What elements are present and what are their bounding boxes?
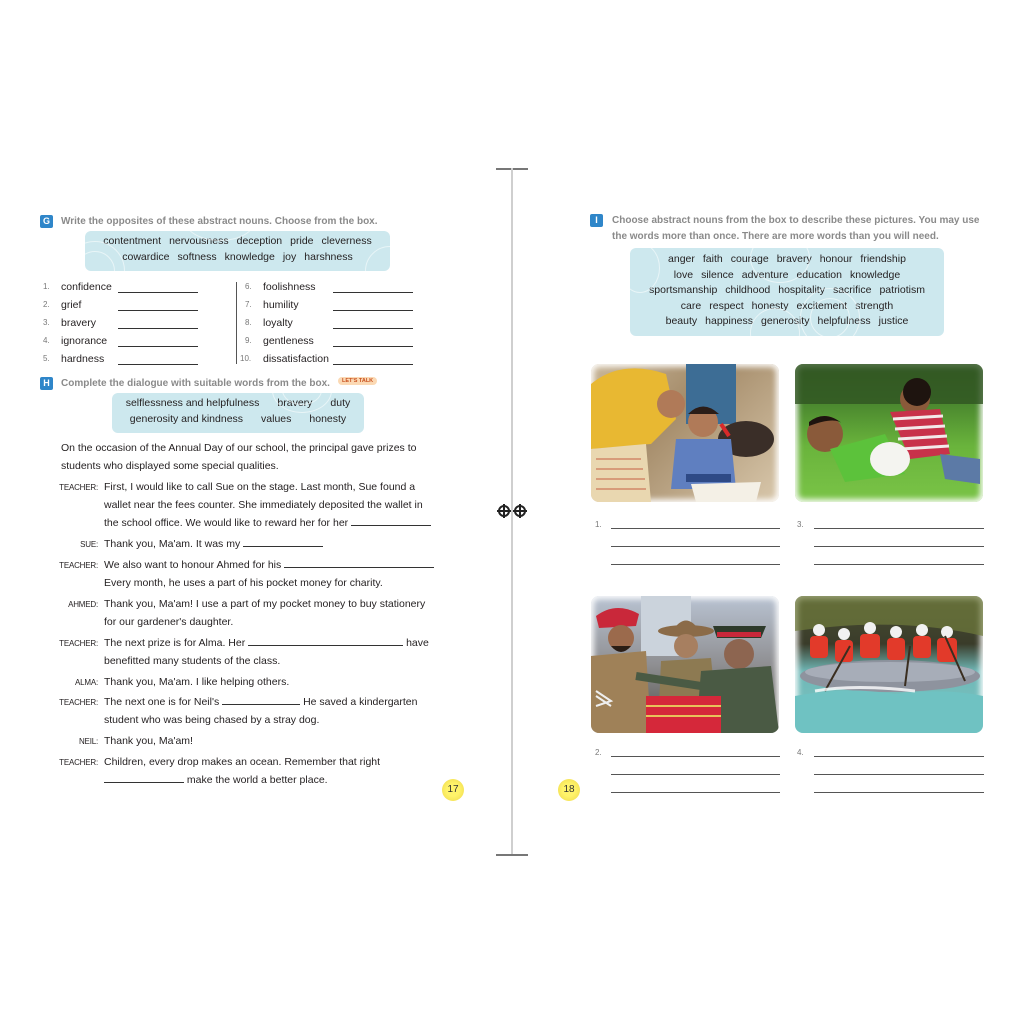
section-i-instruction-line2: the words more than once. There are more words than you will need. [612, 231, 939, 242]
answer-blank[interactable] [243, 537, 323, 547]
dialogue-line: Every month, he uses a part of his pocket money for charity. [104, 577, 383, 589]
section-g-instruction: Write the opposites of these abstract nouns. Choose from the box. [61, 216, 378, 227]
picture-4-river-rafting [795, 596, 983, 733]
spine-bottom-cap [496, 854, 528, 856]
section-i-badge: I [590, 214, 603, 227]
dialogue-line: First, I would like to call Sue on the stage. Last month, Sue found a [104, 481, 416, 493]
section-g-badge: G [40, 215, 53, 228]
word-chip: bravery [277, 397, 313, 409]
dialogue-line: make the world a better place. [104, 771, 328, 789]
picture-2-officer-awarding-soldier [591, 596, 779, 733]
word-box-row [630, 283, 944, 299]
dialogue-line: Thank you, Ma'am. It was my [104, 535, 323, 553]
speaker-label: TEACHER: [59, 698, 98, 707]
word-chip: softness [177, 250, 217, 263]
speaker-label: TEACHER: [59, 639, 98, 648]
word-chip: silence [701, 268, 734, 281]
word-chip: bravery [776, 253, 812, 265]
answer-blank[interactable] [104, 773, 184, 783]
exercise-item: 2. grief [43, 298, 203, 312]
word-chip: contentment [103, 235, 162, 247]
answer-blank[interactable] [351, 516, 431, 526]
answer-blank[interactable] [284, 558, 434, 568]
answer-blank[interactable] [222, 695, 300, 705]
word-chip: education [796, 268, 842, 281]
word-chip: honour [819, 253, 853, 265]
exercise-item: 3. bravery [43, 316, 203, 330]
answer-line[interactable] [814, 792, 984, 793]
answer-number: 2. [595, 748, 602, 757]
word-chip: duty [330, 397, 351, 409]
answer-line[interactable] [611, 756, 780, 757]
answer-blank[interactable] [333, 364, 413, 365]
speaker-label: AHMED: [68, 600, 98, 609]
speaker-label: SUE: [80, 540, 98, 549]
dialogue-line: The next prize is for Alma. Her have [104, 637, 429, 649]
answer-blank[interactable] [333, 328, 413, 329]
dialogue-line: for our gardener's daughter. [104, 616, 234, 628]
word-chip: helpfulness [817, 315, 871, 327]
exercise-item: 9. gentleness [245, 334, 415, 348]
answer-blank[interactable] [118, 292, 198, 293]
word-chip: knowledge [850, 268, 901, 281]
word-chip: patriotism [879, 284, 925, 296]
word-chip: justice [878, 315, 909, 327]
dialogue-line: Thank you, Ma'am! [104, 735, 193, 747]
answer-line[interactable] [611, 546, 780, 547]
dialogue-line: Thank you, Ma'am. I like helping others. [104, 676, 290, 688]
word-chip: honesty [751, 299, 789, 312]
answer-line[interactable] [611, 792, 780, 793]
page-number: 17 [442, 779, 464, 801]
word-chip: faith [702, 253, 723, 265]
dialogue-line: Children, every drop makes an ocean. Remember that right [104, 756, 381, 768]
word-chip: joy [282, 250, 297, 263]
word-box-row [85, 250, 390, 266]
word-chip: care [680, 299, 702, 312]
section-h-badge: H [40, 377, 53, 390]
word-chip: harshness [304, 250, 353, 263]
word-chip: anger [668, 253, 695, 265]
answer-number: 1. [595, 520, 602, 529]
word-chip: sacrifice [832, 284, 872, 296]
answer-blank[interactable] [118, 364, 198, 365]
answer-line[interactable] [814, 774, 984, 775]
word-chip: sportsmanship [649, 284, 718, 296]
dialogue-line: The next one is for Neil's He saved a kindergarten [104, 696, 418, 708]
dialogue-line: the school office. We would like to reward her for her [104, 514, 431, 532]
answer-line[interactable] [814, 756, 984, 757]
word-chip: nervousness [169, 235, 229, 247]
exercise-item: 4. ignorance [43, 334, 203, 348]
section-i-word-box [630, 248, 944, 336]
word-chip: knowledge [224, 250, 275, 263]
answer-blank[interactable] [248, 636, 403, 646]
word-chip: selflessness and helpfulness [125, 397, 260, 409]
word-chip: cleverness [321, 235, 372, 247]
speaker-label: ALMA: [74, 678, 98, 687]
answer-blank[interactable] [333, 292, 413, 293]
answer-blank[interactable] [333, 310, 413, 311]
registration-mark-icon [514, 505, 526, 517]
word-chip: deception [236, 235, 283, 247]
word-chip: adventure [741, 268, 789, 281]
word-chip: childhood [725, 284, 771, 296]
answer-line[interactable] [814, 546, 984, 547]
speaker-label: TEACHER: [59, 561, 98, 570]
section-h-word-box [112, 393, 364, 433]
word-chip: values [261, 412, 292, 425]
column-divider [236, 282, 237, 364]
picture-3-boys-playing [795, 364, 983, 502]
speaker-label: TEACHER: [59, 483, 98, 492]
answer-number: 3. [797, 520, 804, 529]
word-chip: cowardice [122, 250, 170, 263]
word-chip: beauty [665, 315, 698, 327]
answer-number: 4. [797, 748, 804, 757]
word-box-row [112, 412, 364, 428]
dialogue-line: Thank you, Ma'am! I use a part of my pocket money to buy stationery [104, 598, 426, 610]
answer-line[interactable] [611, 774, 780, 775]
exercise-item: 6. foolishness [245, 280, 415, 294]
word-chip: happiness [705, 315, 754, 327]
word-chip: courage [730, 253, 769, 265]
registration-mark-icon [498, 505, 510, 517]
word-chip: pride [290, 235, 314, 247]
word-chip: love [673, 268, 694, 281]
answer-line[interactable] [611, 528, 780, 529]
section-g-word-box [85, 231, 390, 271]
speaker-label: TEACHER: [59, 758, 98, 767]
dialogue-line: wallet near the fees counter. She immediately deposited the wallet in [104, 499, 423, 511]
dialogue-line: We also want to honour Ahmed for his [104, 556, 434, 574]
word-chip: generosity and kindness [129, 412, 244, 425]
answer-blank[interactable] [118, 328, 198, 329]
section-h-instruction: Complete the dialogue with suitable words from the box. [61, 378, 330, 389]
answer-line[interactable] [814, 528, 984, 529]
word-chip: honesty [309, 412, 347, 425]
answer-line[interactable] [814, 564, 984, 565]
dialogue-intro: On the occasion of the Annual Day of our school, the principal gave prizes to students who displayed some special qualities. [61, 442, 417, 472]
word-chip: friendship [860, 253, 906, 265]
word-chip: respect [709, 299, 744, 312]
answer-line[interactable] [611, 564, 780, 565]
word-chip: strength [855, 299, 894, 312]
answer-blank[interactable] [118, 310, 198, 311]
lets-talk-tag: LET'S TALK [338, 377, 377, 385]
section-i-instruction-line1: Choose abstract nouns from the box to describe these pictures. You may use [612, 215, 980, 226]
word-chip: generosity [761, 315, 810, 327]
exercise-item: 7. humility [245, 298, 415, 312]
word-chip: hospitality [778, 284, 825, 296]
answer-blank[interactable] [333, 346, 413, 347]
picture-1-mother-helping-girl [591, 364, 779, 502]
exercise-item: 10. dissatisfaction [240, 352, 415, 366]
page-number: 18 [558, 779, 580, 801]
word-chip: excitement [796, 299, 848, 312]
exercise-item: 5. hardness [43, 352, 203, 366]
answer-blank[interactable] [118, 346, 198, 347]
exercise-item: 8. loyalty [245, 316, 415, 330]
speaker-label: NEIL: [78, 737, 98, 746]
dialogue-line: student who was being chased by a stray dog. [104, 714, 320, 726]
exercise-item: 1. confidence [43, 280, 203, 294]
dialogue-line: benefitted many students of the class. [104, 655, 281, 667]
